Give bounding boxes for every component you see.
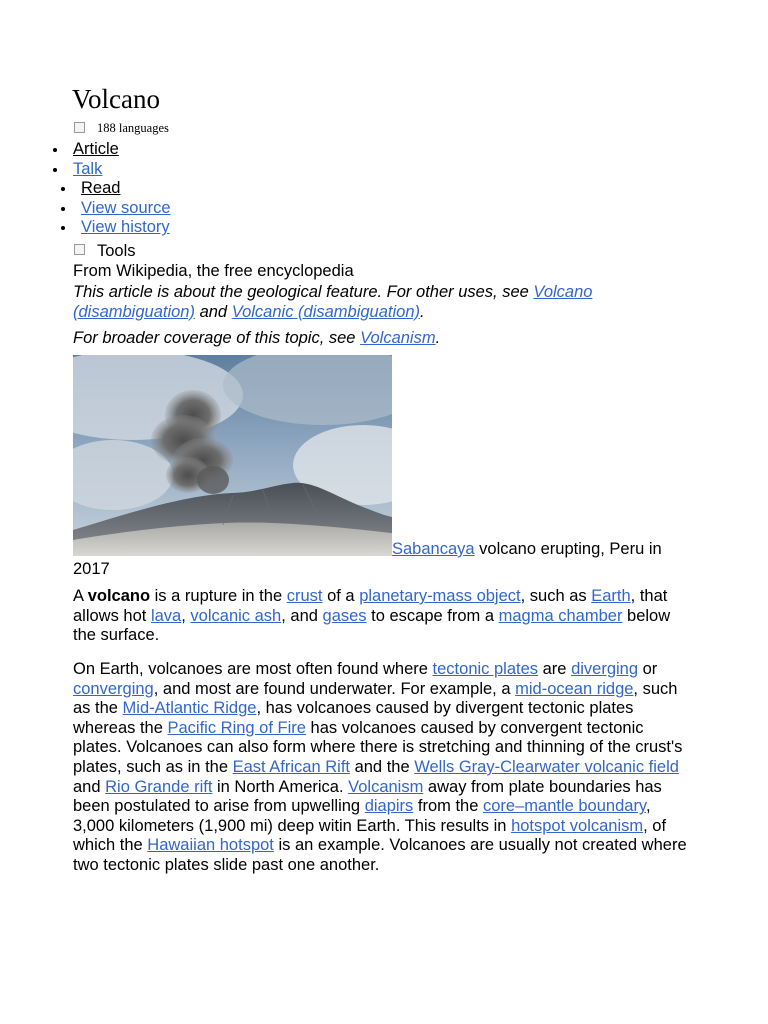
link-rio-grande-rift[interactable]: Rio Grande rift — [105, 777, 213, 796]
link-volcanic-ash[interactable]: volcanic ash — [190, 606, 282, 625]
hatnote-disambiguation — [73, 283, 683, 322]
para-text: and — [73, 777, 106, 796]
link-gases[interactable]: gases — [322, 606, 367, 625]
link-lava[interactable]: lava — [150, 606, 182, 625]
link-volcanism-body[interactable]: Volcanism — [348, 777, 424, 796]
tab-article[interactable] — [73, 140, 119, 160]
para-text: is an example. Volcanoes are usually not created where two tectonic plates slide past one another. — [73, 836, 687, 874]
hatnote-text: and — [194, 302, 232, 321]
hatnote-text: For broader coverage of this topic, see — [73, 329, 361, 347]
link-sabancaya[interactable]: Sabancaya — [392, 540, 475, 558]
bullet-icon — [61, 226, 65, 230]
link-converging[interactable]: converging — [73, 679, 154, 698]
link-volcanic-disambiguation[interactable]: Volcanic (disambiguation) — [231, 302, 421, 321]
bullet-icon — [53, 148, 57, 152]
tab-read-label[interactable]: Read — [81, 179, 121, 197]
para-text: , such as the — [73, 679, 678, 718]
link-crust[interactable]: crust — [286, 587, 323, 605]
bullet-icon — [61, 207, 65, 211]
volcano-photo[interactable] — [73, 355, 392, 556]
hatnote-broader — [73, 329, 683, 349]
link-wells-gray-clearwater[interactable]: Wells Gray-Clearwater volcanic field — [414, 757, 679, 776]
namespace-tabs — [73, 140, 119, 179]
page-title: Volcano — [72, 84, 160, 114]
tools-checkbox[interactable] — [74, 244, 85, 255]
link-diverging[interactable]: diverging — [571, 660, 639, 678]
hatnote-text: This article is about the geological feature. For other uses, see — [73, 283, 534, 301]
link-mid-atlantic-ridge[interactable]: Mid-Atlantic Ridge — [122, 699, 257, 718]
tab-talk-link[interactable]: Talk — [73, 159, 103, 178]
para-text: , and — [281, 606, 323, 625]
para-text: , such as — [520, 587, 592, 605]
link-planetary-mass-object[interactable]: planetary-mass object — [359, 587, 521, 605]
link-tectonic-plates[interactable]: tectonic plates — [432, 660, 539, 678]
tab-view-source[interactable] — [81, 199, 171, 219]
link-core-mantle-boundary[interactable]: core–mantle boundary — [483, 797, 646, 816]
link-pacific-ring-of-fire[interactable]: Pacific Ring of Fire — [167, 718, 306, 737]
para-text: , has volcanoes caused by divergent tectonic plates whereas the — [73, 699, 634, 737]
lead-paragraph — [73, 587, 693, 646]
body-paragraph — [73, 660, 693, 876]
para-text: of a — [322, 587, 360, 605]
link-mid-ocean-ridge[interactable]: mid-ocean ridge — [515, 679, 634, 698]
para-text: are — [538, 660, 572, 678]
site-tagline: From Wikipedia, the free encyclopedia — [73, 262, 354, 280]
language-selector[interactable] — [74, 121, 169, 136]
para-text: in North America. — [212, 777, 349, 796]
hatnote-text: . — [420, 302, 425, 321]
caption-text: volcano erupting, Peru in 2017 — [73, 540, 662, 578]
tab-view-source-link[interactable]: View source — [81, 198, 171, 217]
tab-read[interactable] — [81, 179, 171, 199]
link-diapirs[interactable]: diapirs — [364, 797, 414, 816]
link-earth[interactable]: Earth — [591, 587, 631, 605]
bullet-icon — [53, 168, 57, 172]
para-text: from the — [413, 797, 483, 816]
tab-talk[interactable] — [73, 160, 119, 180]
link-hotspot-volcanism[interactable]: hotspot volcanism — [511, 816, 644, 835]
para-text: below the surface. — [73, 606, 671, 645]
para-text: or — [638, 660, 658, 678]
link-hawaiian-hotspot[interactable]: Hawaiian hotspot — [147, 836, 274, 855]
para-text: to escape from a — [366, 606, 499, 625]
image-caption — [73, 540, 698, 579]
para-text: has volcanoes caused by convergent tectonic plates. Volcanoes can also form where there is stretching and thinning of the crust's plates, such as in the — [73, 718, 683, 776]
link-volcano-disambiguation[interactable]: Volcano (disambiguation) — [73, 283, 593, 321]
volcano-eruption-image — [73, 355, 392, 556]
language-checkbox[interactable] — [74, 122, 85, 133]
para-text: and the — [350, 757, 415, 776]
tab-view-history-link[interactable]: View history — [81, 218, 170, 237]
para-text: , 3,000 kilometers (1,900 mi) deep witin Earth. This results in — [73, 797, 651, 835]
tab-view-history[interactable] — [81, 218, 171, 238]
hatnote-text: . — [435, 329, 441, 347]
para-text: is a rupture in the — [150, 587, 287, 605]
para-text: , that allows hot — [73, 587, 668, 625]
link-volcanism[interactable]: Volcanism — [360, 329, 436, 347]
language-count[interactable]: 188 languages — [97, 121, 169, 135]
link-east-african-rift[interactable]: East African Rift — [232, 757, 350, 776]
bold-term: volcano — [87, 587, 151, 605]
bullet-icon — [61, 187, 65, 191]
tools-menu[interactable] — [74, 242, 136, 261]
para-text: , of which the — [73, 816, 667, 855]
tools-label[interactable]: Tools — [97, 242, 136, 260]
para-text: A — [73, 587, 88, 605]
para-text: away from plate boundaries has been postulated to arise from upwelling — [73, 777, 662, 816]
view-tabs — [81, 179, 171, 238]
para-text: , — [181, 606, 191, 625]
link-magma-chamber[interactable]: magma chamber — [498, 606, 623, 625]
tab-article-label[interactable]: Article — [73, 140, 119, 158]
para-text: On Earth, volcanoes are most often found where — [73, 660, 433, 678]
para-text: , and most are found underwater. For example, a — [153, 679, 516, 698]
